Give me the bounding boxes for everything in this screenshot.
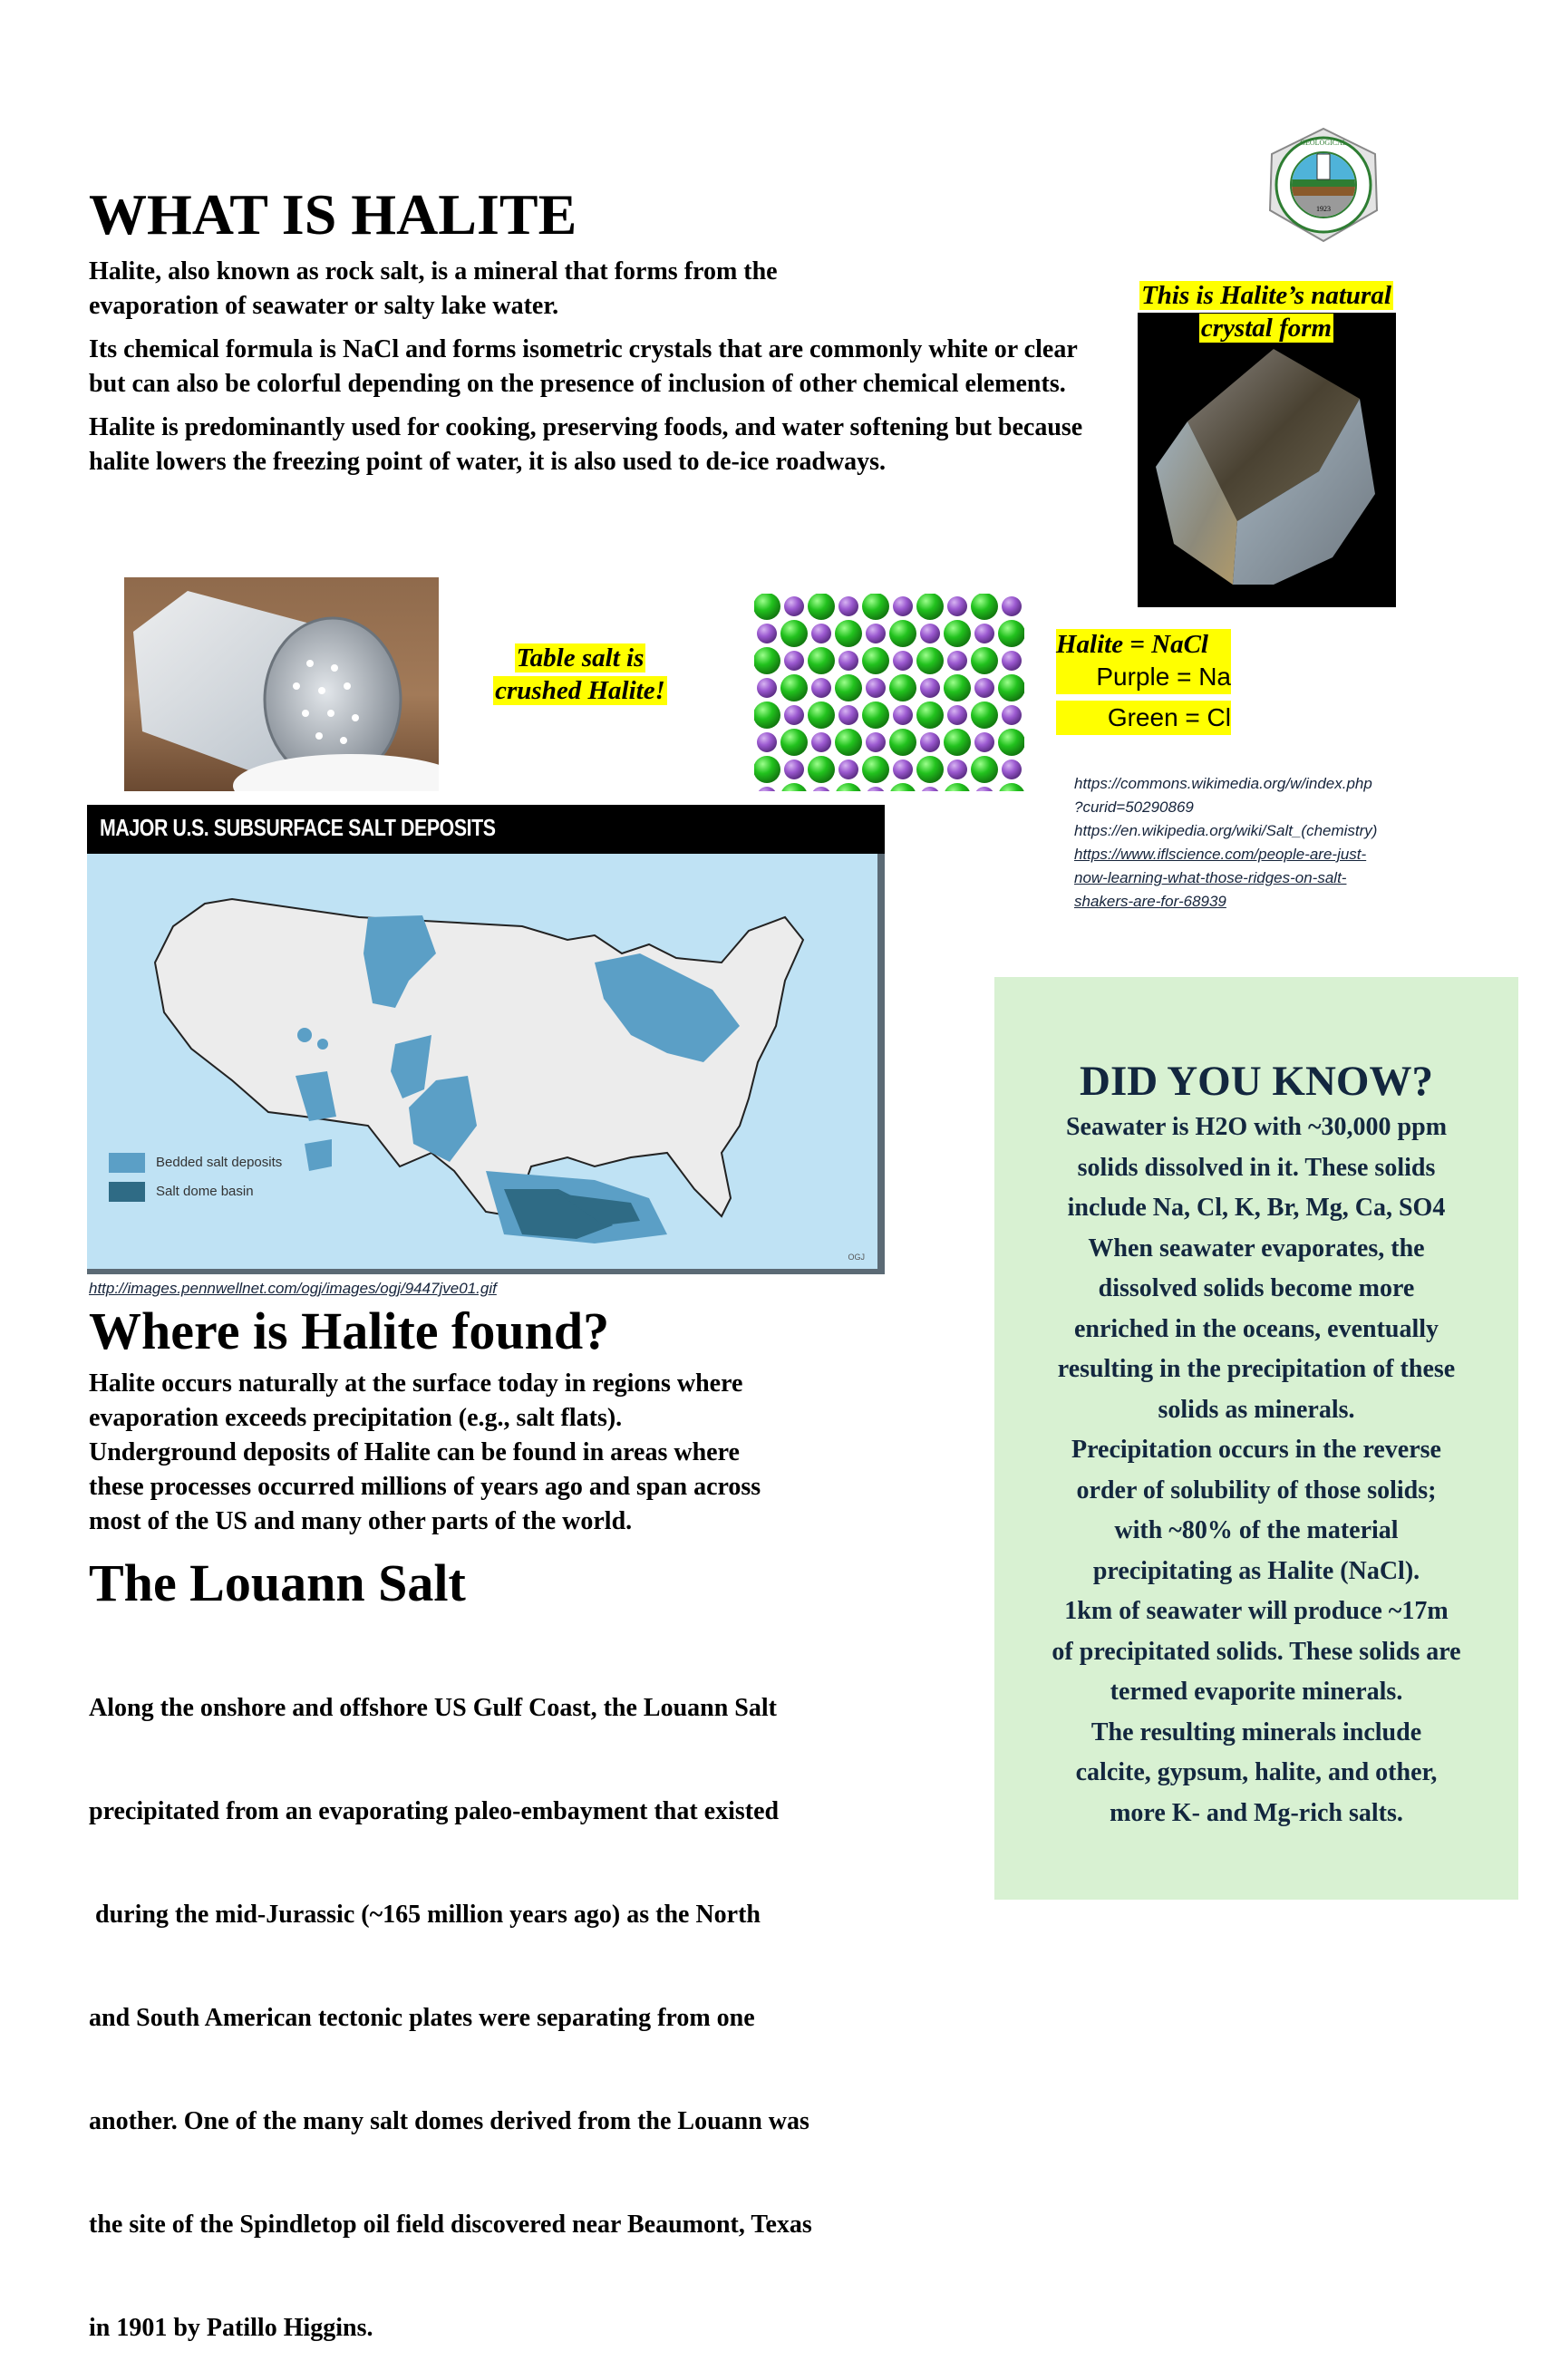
did-you-know-line: precipitating as Halite (NaCl). [1092,1556,1420,1585]
cl-atom [889,620,916,647]
did-you-know-line: Precipitation occurs in the reverse [1071,1436,1441,1464]
na-atom [1002,651,1022,671]
na-atom [1002,759,1022,779]
did-you-know-line: When seawater evaporates, the [1088,1234,1425,1263]
crystal-caption-line: crystal form [1200,314,1333,343]
did-you-know-line: enriched in the oceans, eventually [1073,1314,1439,1343]
did-you-know-title: DID YOU KNOW? [1080,1058,1433,1105]
cl-atom [944,783,971,791]
where-line: these processes occurred millions of years ago and span across [89,1473,761,1501]
did-you-know-line: include Na, Cl, K, Br, Mg, Ca, SO4 [1067,1194,1446,1222]
louann-line: in 1901 by Patillo Higgins. [89,2314,373,2342]
us-map-drawing [87,854,877,1269]
na-atom [866,787,886,791]
halite-crystal-image [1138,313,1396,607]
did-you-know-line: more K- and Mg-rich salts. [1110,1798,1403,1827]
crystal-caption-line: This is Halite’s natural [1141,281,1391,310]
map-source-link[interactable]: http://images.pennwellnet.com/ogj/images/ogj/9447jve01.gif [89,1280,497,1297]
cl-atom [889,729,916,756]
image-references [1074,772,1482,914]
where-line: evaporation exceeds precipitation (e.g., salt flats). [89,1404,623,1432]
cl-atom [971,647,998,674]
legend-label-dome: Salt dome basin [156,1184,254,1199]
intro-text [89,255,1113,489]
cl-atom [835,674,862,701]
table-salt-caption-line: Table salt is [516,643,645,672]
houston-geological-society-logo [1265,127,1382,243]
formula-na-label: Purple = Na [1056,660,1231,694]
cl-atom [998,620,1024,647]
table-salt-caption [467,642,693,707]
legend-swatch-dome [109,1182,145,1202]
louann-line: Along the onshore and offshore US Gulf Coast, the Louann Salt [89,1694,777,1722]
crystal-caption [1117,279,1416,344]
cl-atom [916,756,944,783]
cl-atom [754,756,780,783]
cl-atom [780,674,808,701]
cl-atom [998,674,1024,701]
cl-atom [889,674,916,701]
cl-atom [754,594,780,620]
na-atom [920,732,940,752]
legend-label-bedded: Bedded salt deposits [156,1155,283,1170]
intro-paragraph: Its chemical formula is NaCl and forms isometric crystals that are commonly white or clear but can also be colorful depending on the presence of inclusion of other chemical elements. [89,335,1078,398]
did-you-know-line: solids as minerals. [1158,1395,1355,1424]
cl-atom [808,756,835,783]
where-text [89,1367,959,1539]
louann-line: and South American tectonic plates were separating from one [89,2004,755,2032]
did-you-know-text [1003,1108,1509,1833]
na-atom [784,705,804,725]
na-atom [811,787,831,791]
cl-atom [998,783,1024,791]
svg-text:GEOLOGICAL: GEOLOGICAL [1300,139,1347,147]
cl-atom [889,783,916,791]
cl-atom [780,783,808,791]
cl-atom [971,594,998,620]
cl-atom [862,594,889,620]
na-atom [920,787,940,791]
louann-line: another. One of the many salt domes derived from the Louann was [89,2107,809,2135]
na-atom [947,651,967,671]
cl-atom [916,594,944,620]
did-you-know-line: resulting in the precipitation of these [1057,1355,1456,1383]
na-atom [838,759,858,779]
intro-paragraph: Halite is predominantly used for cooking, preserving foods, and water softening but because halite lowers the freezing point of water, it is also used to de-ice roadways. [89,413,1083,476]
cl-atom [862,756,889,783]
map-title: MAJOR U.S. SUBSURFACE SALT DEPOSITS [100,814,496,841]
louann-line: during the mid-Jurassic (~165 million years ago) as the North [89,1901,761,1929]
louann-text [89,1622,977,2380]
louann-line: the site of the Spindletop oil field discovered near Beaumont, Texas [89,2211,812,2239]
na-atom [974,732,994,752]
did-you-know-line: termed evaporite minerals. [1110,1678,1403,1706]
formula-title: Halite = NaCl [1056,629,1231,660]
cl-atom [971,701,998,729]
na-atom [838,651,858,671]
na-atom [784,759,804,779]
na-atom [757,678,777,698]
map-body [87,854,885,1274]
na-atom [811,678,831,698]
louann-line: precipitated from an evaporating paleo-embayment that existed [89,1797,780,1825]
formula-cl-label: Green = Cl [1056,701,1231,735]
salt-deposits-map [87,805,885,1274]
cl-atom [862,701,889,729]
did-you-know-box [994,977,1518,1900]
did-you-know-line: order of solubility of those solids; [1076,1475,1437,1504]
cl-atom [916,647,944,674]
cl-atom [808,594,835,620]
na-atom [784,596,804,616]
na-atom [947,596,967,616]
section-heading-where: Where is Halite found? [89,1301,610,1360]
formula-legend [1056,629,1231,735]
reference-link[interactable]: https://en.wikipedia.org/wiki/Salt_(chemistry) [1074,822,1378,839]
intro-paragraph: Halite, also known as rock salt, is a mineral that forms from the evaporation of seawater or salty lake water. [89,257,778,320]
where-line: Underground deposits of Halite can be found in areas where [89,1438,740,1466]
did-you-know-line: Seawater is H2O with ~30,000 ppm [1065,1113,1448,1141]
cl-atom [754,647,780,674]
did-you-know-line: The resulting minerals include [1090,1717,1422,1746]
section-heading-louann: The Louann Salt [89,1553,466,1612]
logo-year: 1923 [1316,205,1331,213]
na-atom [947,705,967,725]
salt-shaker-image [124,577,439,791]
na-atom [838,705,858,725]
cl-atom [971,756,998,783]
na-atom [838,596,858,616]
did-you-know-line: calcite, gypsum, halite, and other, [1075,1758,1438,1786]
legend-swatch-bedded [109,1153,145,1173]
reference-link[interactable]: shakers-are-for-68939 [1074,893,1226,910]
reference-link[interactable]: now-learning-what-those-ridges-on-salt- [1074,869,1347,886]
na-atom [974,624,994,643]
na-atom [811,624,831,643]
cl-atom [944,674,971,701]
na-atom [893,705,913,725]
na-atom [920,678,940,698]
cl-atom [835,783,862,791]
did-you-know-line: with ~80% of the material [1114,1516,1399,1544]
cl-atom [862,647,889,674]
nacl-lattice-image [754,594,1024,791]
cl-atom [780,729,808,756]
na-atom [1002,596,1022,616]
did-you-know-line: 1km of seawater will produce ~17m [1064,1597,1449,1625]
cl-atom [835,620,862,647]
where-line: most of the US and many other parts of the world. [89,1507,633,1535]
cl-atom [944,620,971,647]
cl-atom [916,701,944,729]
na-atom [757,624,777,643]
cl-atom [754,701,780,729]
na-atom [811,732,831,752]
na-atom [757,787,777,791]
na-atom [893,651,913,671]
na-atom [974,678,994,698]
cl-atom [944,729,971,756]
na-atom [866,678,886,698]
na-atom [893,596,913,616]
na-atom [893,759,913,779]
na-atom [866,732,886,752]
na-atom [974,787,994,791]
cl-atom [835,729,862,756]
page-title: WHAT IS HALITE [89,182,577,247]
cl-atom [780,620,808,647]
na-atom [757,732,777,752]
map-credit: OGJ [848,1253,865,1262]
reference-link[interactable]: https://www.iflscience.com/people-are-just- [1074,846,1367,863]
cl-atom [808,647,835,674]
na-atom [947,759,967,779]
na-atom [1002,705,1022,725]
reference-link[interactable]: https://commons.wikimedia.org/w/index.php [1074,775,1372,792]
table-salt-caption-line: crushed Halite! [495,676,665,705]
na-atom [866,624,886,643]
did-you-know-line: solids dissolved in it. These solids [1077,1153,1436,1182]
did-you-know-line: dissolved solids become more [1098,1274,1415,1302]
na-atom [920,624,940,643]
na-atom [784,651,804,671]
map-header [87,805,885,854]
cl-atom [998,729,1024,756]
cl-atom [808,701,835,729]
did-you-know-line: of precipitated solids. These solids are [1052,1637,1461,1666]
where-line: Halite occurs naturally at the surface today in regions where [89,1369,743,1398]
reference-link[interactable]: ?curid=50290869 [1074,798,1194,816]
